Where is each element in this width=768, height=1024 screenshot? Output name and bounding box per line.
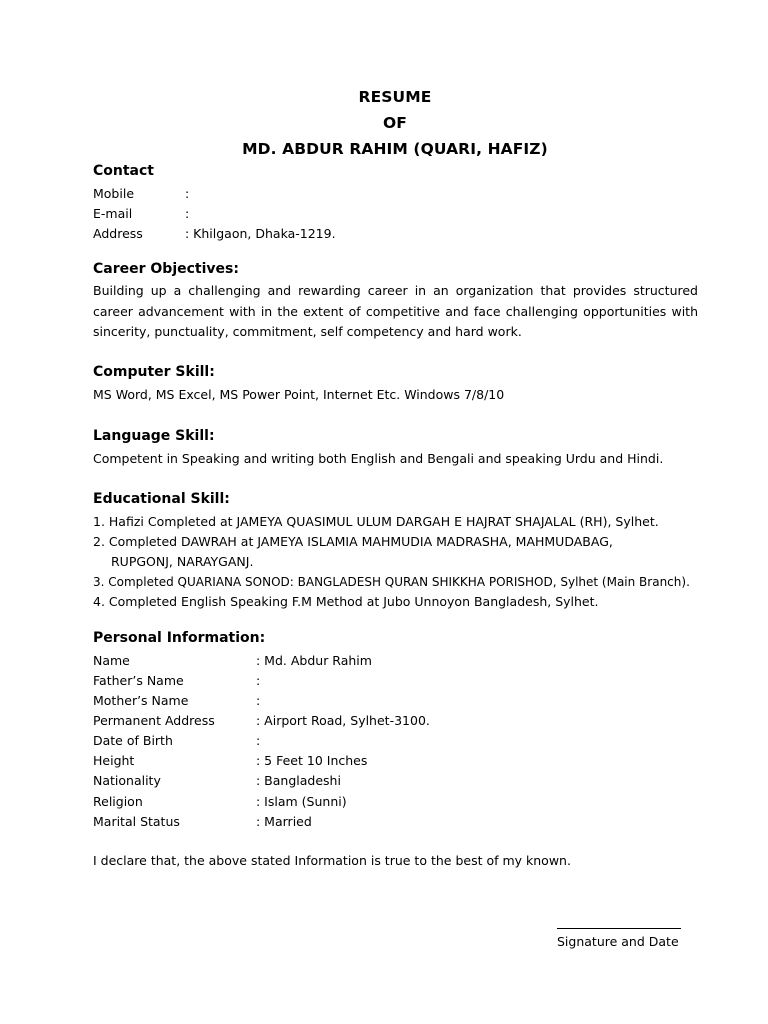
email-label: E-mail — [93, 206, 133, 221]
personal-label-address: Permanent Address — [93, 713, 215, 728]
personal-value-mother: : — [256, 693, 261, 708]
declaration-text: I declare that, the above stated Information is true to the best of my known. — [93, 853, 571, 868]
personal-heading: Personal Information: — [93, 630, 266, 646]
signature-label: Signature and Date — [557, 934, 679, 949]
personal-value-nationality: : Bangladeshi — [256, 773, 341, 788]
education-item-1: 1. Hafizi Completed at JAMEYA QUASIMUL ULUM DARGAH E HAJRAT SHAJALAL (RH), Sylhet. — [93, 514, 659, 529]
computer-heading: Computer Skill: — [93, 364, 215, 380]
personal-label-religion: Religion — [93, 794, 143, 809]
computer-text: MS Word, MS Excel, MS Power Point, Internet Etc. Windows 7/8/10 — [93, 387, 505, 402]
address-value: : Khilgaon, Dhaka-1219. — [185, 226, 336, 241]
personal-label-father: Father’s Name — [93, 673, 184, 688]
contact-heading: Contact — [93, 163, 154, 179]
career-heading: Career Objectives: — [93, 261, 239, 277]
personal-label-mother: Mother’s Name — [93, 693, 189, 708]
personal-value-name: : Md. Abdur Rahim — [256, 653, 372, 668]
personal-value-address: : Airport Road, Sylhet-3100. — [256, 713, 430, 728]
personal-label-nationality: Nationality — [93, 773, 161, 788]
education-item-3: 3. Completed QUARIANA SONOD: BANGLADESH QURAN SHIKKHA PORISHOD, Sylhet (Main Branch). — [93, 575, 690, 589]
personal-label-marital: Marital Status — [93, 814, 180, 829]
personal-label-dob: Date of Birth — [93, 733, 173, 748]
personal-value-marital: : Married — [256, 814, 312, 829]
address-label: Address — [93, 226, 143, 241]
personal-value-father: : — [256, 673, 261, 688]
email-value: : — [185, 206, 190, 221]
personal-value-height: : 5 Feet 10 Inches — [256, 753, 368, 768]
personal-label-name: Name — [93, 653, 130, 668]
title-name: MD. ABDUR RAHIM (QUARI, HAFIZ) — [242, 140, 548, 158]
education-heading: Educational Skill: — [93, 491, 230, 507]
mobile-value: : — [185, 186, 190, 201]
signature-line — [557, 928, 681, 929]
mobile-label: Mobile — [93, 186, 135, 201]
language-text: Competent in Speaking and writing both English and Bengali and speaking Urdu and Hindi. — [93, 451, 664, 466]
personal-value-religion: : Islam (Sunni) — [256, 794, 347, 809]
education-item-2: 2. Completed DAWRAH at JAMEYA ISLAMIA MAHMUDIA MADRASHA, MAHMUDABAG, — [93, 534, 613, 549]
personal-label-height: Height — [93, 753, 135, 768]
career-text: Building up a challenging and rewarding career in an organization that provides structured career advancement with in the extent of competitive and face challenging opportunities with sincerity, punctuality, commitment, self competency and hard work. — [93, 283, 698, 339]
education-item-4: 4. Completed English Speaking F.M Method at Jubo Unnoyon Bangladesh, Sylhet. — [93, 594, 599, 609]
education-item-2-cont: RUPGONJ, NARAYGANJ. — [111, 554, 254, 569]
title-of: OF — [383, 114, 407, 132]
title-resume: RESUME — [358, 88, 432, 106]
language-heading: Language Skill: — [93, 428, 215, 444]
personal-value-dob: : — [256, 733, 261, 748]
